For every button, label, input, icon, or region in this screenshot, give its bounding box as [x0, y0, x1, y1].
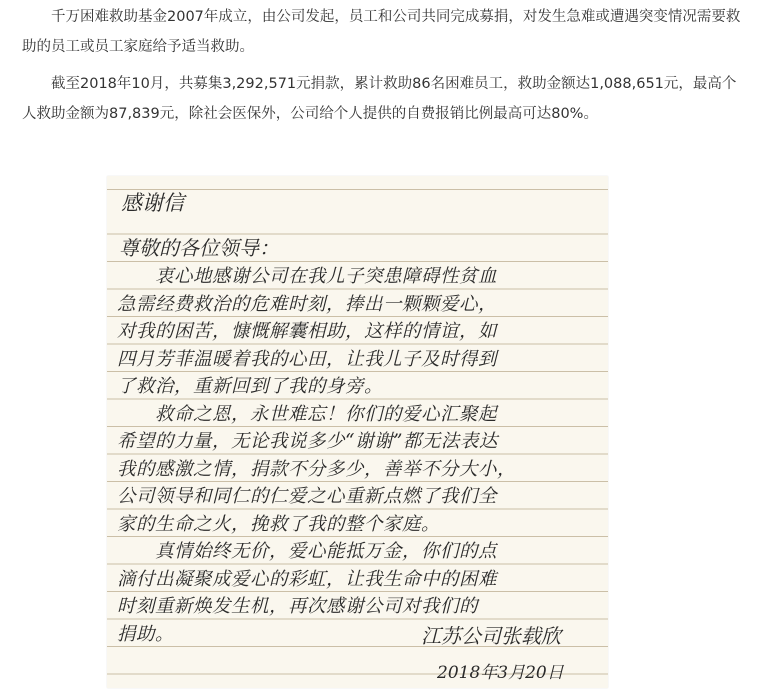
letter-line: 家的生命之火，挽救了我的整个家庭。 [117, 513, 441, 535]
letter-line: 真情始终无价，爱心能抵万金，你们的点 [117, 541, 498, 562]
letter-line: 捐助。 [117, 623, 175, 645]
letter-line: 急需经费救治的危难时刻，捧出一颗颗爱心， [117, 293, 498, 315]
letter-line: 救命之恩，永世难忘！你们的爱心汇聚起 [117, 403, 498, 425]
thank-you-letter-image [107, 176, 608, 688]
article-paragraph-fund-stats: 截至2018年10月，共募集3,292,571元捐款，累计救助86名困难员工，救助金额达1,088,651元，最高个人救助金额为87,839元，除社会医保外，公司给个人提供的自费报销比例最高可达80%。 [22, 76, 737, 122]
letter-line: 希望的力量，无论我说多少“谢谢”都无法表达 [117, 431, 498, 452]
letter-salutation: 尊敬的各位领导： [119, 236, 279, 260]
letter-line: 了救治，重新回到了我的身旁。 [117, 376, 384, 397]
article-paragraph-fund-intro: 千万困难救助基金2007年成立，由公司发起，员工和公司共同完成募捐，对发生急难或遭遇突变情况需要救助的员工或员工家庭给予适当救助。 [22, 9, 741, 55]
letter-line: 时刻重新焕发生机，再次感谢公司对我们的 [117, 596, 479, 617]
letter-line: 衷心地感谢公司在我儿子突患障碍性贫血 [117, 266, 498, 287]
letter-line: 滴付出凝聚成爱心的彩虹，让我生命中的困难 [117, 568, 498, 590]
letter-date: 2018年3月20日 [437, 663, 564, 683]
letter-line: 对我的困苦，慷慨解囊相助，这样的情谊，如 [117, 321, 498, 342]
letter-signature: 江苏公司张载欣 [421, 624, 561, 648]
letter-line: 四月芳菲温暖着我的心田，让我儿子及时得到 [117, 348, 498, 370]
letter-title: 感谢信 [121, 191, 184, 215]
letter-line: 公司领导和同仁的仁爱之心重新点燃了我们全 [117, 486, 498, 507]
letter-line: 我的感激之情，捐款不分多少，善举不分大小， [117, 458, 517, 480]
